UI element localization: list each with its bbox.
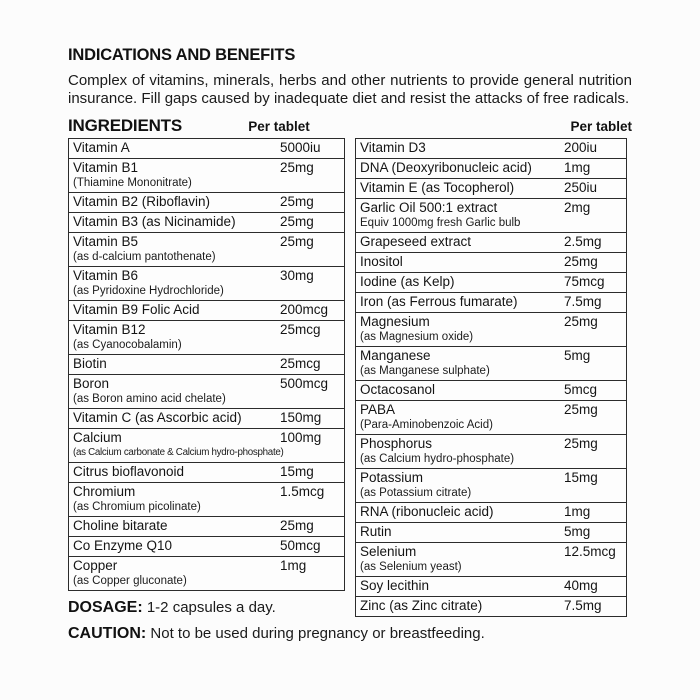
ingredient-amount: 25mg xyxy=(280,518,314,533)
ingredient-row xyxy=(356,159,626,179)
ingredient-row xyxy=(356,469,626,503)
ingredient-amount: 150mg xyxy=(280,410,322,425)
ingredient-source: (Para-Aminobenzoic Acid) xyxy=(360,419,493,431)
ingredient-row xyxy=(356,597,626,616)
ingredient-source: (as Magnesium oxide) xyxy=(360,331,474,343)
ingredient-name: Garlic Oil 500:1 extract Equiv 1000mg fresh Garlic bulb xyxy=(356,200,564,230)
ingredient-name: Zinc (as Zinc citrate) xyxy=(360,598,483,613)
ingredients-tables xyxy=(68,138,632,617)
dosage-text: 1-2 capsules a day. xyxy=(146,599,276,616)
caution-label: CAUTION: xyxy=(68,625,147,642)
ingredient-amount: 25mg xyxy=(564,402,598,417)
ingredient-name: PABA (Para-Aminobenzoic Acid) xyxy=(356,402,564,432)
ingredient-name: Co Enzyme Q10 xyxy=(73,538,173,553)
ingredient-name: Grapeseed extract xyxy=(360,234,472,249)
ingredient-name: Biotin xyxy=(73,356,107,371)
ingredient-amount: 5000iu xyxy=(280,140,321,155)
ingredient-amount: 200mcg xyxy=(280,302,329,317)
per-tablet-header-left: Per tablet xyxy=(248,119,310,134)
ingredient-row xyxy=(69,463,344,483)
ingredient-amount: 25mg xyxy=(280,234,314,249)
caution-text: Not to be used during pregnancy or breastfeeding. xyxy=(150,625,485,642)
ingredient-row xyxy=(69,483,344,517)
ingredient-amount: 1mg xyxy=(280,558,307,573)
ingredient-source: (as Boron amino acid chelate) xyxy=(73,393,226,405)
ingredient-row xyxy=(69,233,344,267)
ingredient-row xyxy=(356,523,626,543)
ingredient-source: (as Pyridoxine Hydrochloride) xyxy=(73,285,224,297)
ingredient-amount: 250iu xyxy=(564,180,598,195)
ingredient-row xyxy=(356,253,626,273)
ingredient-source: (Thiamine Mononitrate) xyxy=(73,177,192,189)
ingredient-amount: 12.5mcg xyxy=(564,544,616,559)
ingredient-name: Potassium (as Potassium citrate) xyxy=(356,470,564,500)
ingredient-name: Calcium (as Calcium carbonate & Calcium hydro-phosphate) xyxy=(73,430,284,458)
ingredient-amount: 25mcg xyxy=(280,322,321,337)
dosage-line xyxy=(68,599,345,617)
ingredient-amount: 7.5mg xyxy=(564,294,602,309)
ingredient-amount: 100mg xyxy=(280,430,322,445)
ingredient-row xyxy=(69,139,344,159)
ingredient-row xyxy=(69,321,344,355)
ingredient-row xyxy=(356,313,626,347)
ingredient-amount: 25mg xyxy=(280,194,314,209)
benefits-description: Complex of vitamins, minerals, herbs and other nutrients to provide general nutrition insurance. Fill gaps caused by inadequate diet and resist the attacks of free radicals. xyxy=(68,72,632,107)
caution-line xyxy=(68,625,632,643)
ingredient-amount: 50mcg xyxy=(280,538,321,553)
ingredient-amount: 2.5mg xyxy=(564,234,602,249)
ingredient-row xyxy=(69,517,344,537)
right-column xyxy=(355,138,627,617)
ingredient-name: Vitamin C (as Ascorbic acid) xyxy=(73,410,242,425)
ingredient-row xyxy=(69,213,344,233)
ingredient-name: Vitamin B1 (Thiamine Mononitrate) xyxy=(69,160,280,190)
ingredient-name: Vitamin D3 xyxy=(360,140,426,155)
ingredient-row xyxy=(356,199,626,233)
ingredient-row xyxy=(69,355,344,375)
per-tablet-header-right: Per tablet xyxy=(570,119,632,134)
ingredient-row xyxy=(356,347,626,381)
column-headers xyxy=(68,116,632,138)
ingredient-amount: 1mg xyxy=(564,504,591,519)
ingredient-source: (as Copper gluconate) xyxy=(73,575,187,587)
ingredient-amount: 2mg xyxy=(564,200,591,215)
ingredient-source: Equiv 1000mg fresh Garlic bulb xyxy=(360,217,521,229)
ingredient-row xyxy=(356,233,626,253)
ingredient-name: Selenium (as Selenium yeast) xyxy=(356,544,564,574)
ingredient-row xyxy=(69,375,344,409)
ingredient-amount: 40mg xyxy=(564,578,598,593)
ingredient-source: (as Selenium yeast) xyxy=(360,561,462,573)
ingredient-amount: 1mg xyxy=(564,160,591,175)
ingredient-amount: 25mg xyxy=(280,160,314,175)
ingredient-amount: 5mcg xyxy=(564,382,598,397)
ingredient-row xyxy=(69,193,344,213)
ingredient-row xyxy=(356,293,626,313)
ingredients-table-left xyxy=(68,138,345,591)
ingredient-name: Boron (as Boron amino acid chelate) xyxy=(69,376,280,406)
ingredient-row xyxy=(356,435,626,469)
ingredient-amount: 5mg xyxy=(564,524,591,539)
ingredient-row xyxy=(69,409,344,429)
ingredients-heading: INGREDIENTS xyxy=(68,116,182,135)
ingredient-name: Vitamin B12 (as Cyanocobalamin) xyxy=(69,322,280,352)
ingredient-name: Soy lecithin xyxy=(360,578,430,593)
ingredient-source: (as d-calcium pantothenate) xyxy=(73,251,216,263)
ingredient-name: Choline bitarate xyxy=(73,518,168,533)
ingredient-amount: 25mcg xyxy=(280,356,321,371)
ingredient-name: Vitamin A xyxy=(73,140,130,155)
ingredient-row xyxy=(69,159,344,193)
ingredient-amount: 1.5mcg xyxy=(280,484,325,499)
ingredient-row xyxy=(69,557,344,590)
ingredient-amount: 25mg xyxy=(280,214,314,229)
ingredient-row xyxy=(356,543,626,577)
ingredient-row xyxy=(356,503,626,523)
ingredient-amount: 25mg xyxy=(564,254,598,269)
ingredient-row xyxy=(356,273,626,293)
ingredient-name: Magnesium (as Magnesium oxide) xyxy=(356,314,564,344)
ingredient-name: Manganese (as Manganese sulphate) xyxy=(356,348,564,378)
left-column xyxy=(68,138,345,617)
ingredient-name: RNA (ribonucleic acid) xyxy=(360,504,494,519)
ingredient-source: (as Potassium citrate) xyxy=(360,487,472,499)
ingredient-amount: 15mg xyxy=(280,464,314,479)
ingredient-name: Vitamin E (as Tocopherol) xyxy=(360,180,515,195)
ingredient-amount: 5mg xyxy=(564,348,591,363)
ingredient-row xyxy=(69,267,344,301)
ingredient-source: (as Chromium picolinate) xyxy=(73,501,201,513)
indications-heading: INDICATIONS AND BENEFITS xyxy=(68,46,296,64)
ingredient-name: Inositol xyxy=(360,254,403,269)
ingredient-name: Phosphorus (as Calcium hydro-phosphate) xyxy=(356,436,564,466)
ingredient-amount: 200iu xyxy=(564,140,598,155)
ingredient-amount: 75mcg xyxy=(564,274,605,289)
ingredient-name: Vitamin B6 (as Pyridoxine Hydrochloride) xyxy=(69,268,280,298)
ingredient-amount: 25mg xyxy=(564,436,598,451)
ingredient-amount: 15mg xyxy=(564,470,598,485)
ingredient-name: Rutin xyxy=(360,524,392,539)
ingredient-name: Copper (as Copper gluconate) xyxy=(69,558,280,588)
ingredient-name: Chromium (as Chromium picolinate) xyxy=(69,484,280,514)
ingredient-amount: 7.5mg xyxy=(564,598,602,613)
ingredient-row xyxy=(69,301,344,321)
ingredient-name: Octacosanol xyxy=(360,382,436,397)
ingredient-source: (as Calcium carbonate & Calcium hydro-phosphate) xyxy=(73,447,284,458)
ingredient-source: (as Manganese sulphate) xyxy=(360,365,490,377)
ingredient-name: Iodine (as Kelp) xyxy=(360,274,455,289)
ingredient-amount: 500mcg xyxy=(280,376,329,391)
ingredient-row xyxy=(69,429,344,463)
ingredient-row xyxy=(356,179,626,199)
ingredient-name: Vitamin B9 Folic Acid xyxy=(73,302,200,317)
ingredient-name: DNA (Deoxyribonucleic acid) xyxy=(360,160,532,175)
ingredient-source: (as Calcium hydro-phosphate) xyxy=(360,453,515,465)
ingredient-row xyxy=(356,139,626,159)
ingredient-row xyxy=(69,537,344,557)
ingredient-amount: 30mg xyxy=(280,268,314,283)
ingredient-row xyxy=(356,401,626,435)
ingredient-name: Vitamin B3 (as Nicinamide) xyxy=(73,214,236,229)
ingredient-row xyxy=(356,381,626,401)
ingredient-row xyxy=(356,577,626,597)
ingredient-name: Iron (as Ferrous fumarate) xyxy=(360,294,518,309)
ingredients-table-right xyxy=(355,138,627,617)
dosage-label: DOSAGE: xyxy=(68,599,143,616)
ingredient-source: (as Cyanocobalamin) xyxy=(73,339,182,351)
ingredient-name: Citrus bioflavonoid xyxy=(73,464,185,479)
ingredient-name: Vitamin B5 (as d-calcium pantothenate) xyxy=(69,234,280,264)
ingredient-name: Vitamin B2 (Riboflavin) xyxy=(73,194,211,209)
ingredient-amount: 25mg xyxy=(564,314,598,329)
